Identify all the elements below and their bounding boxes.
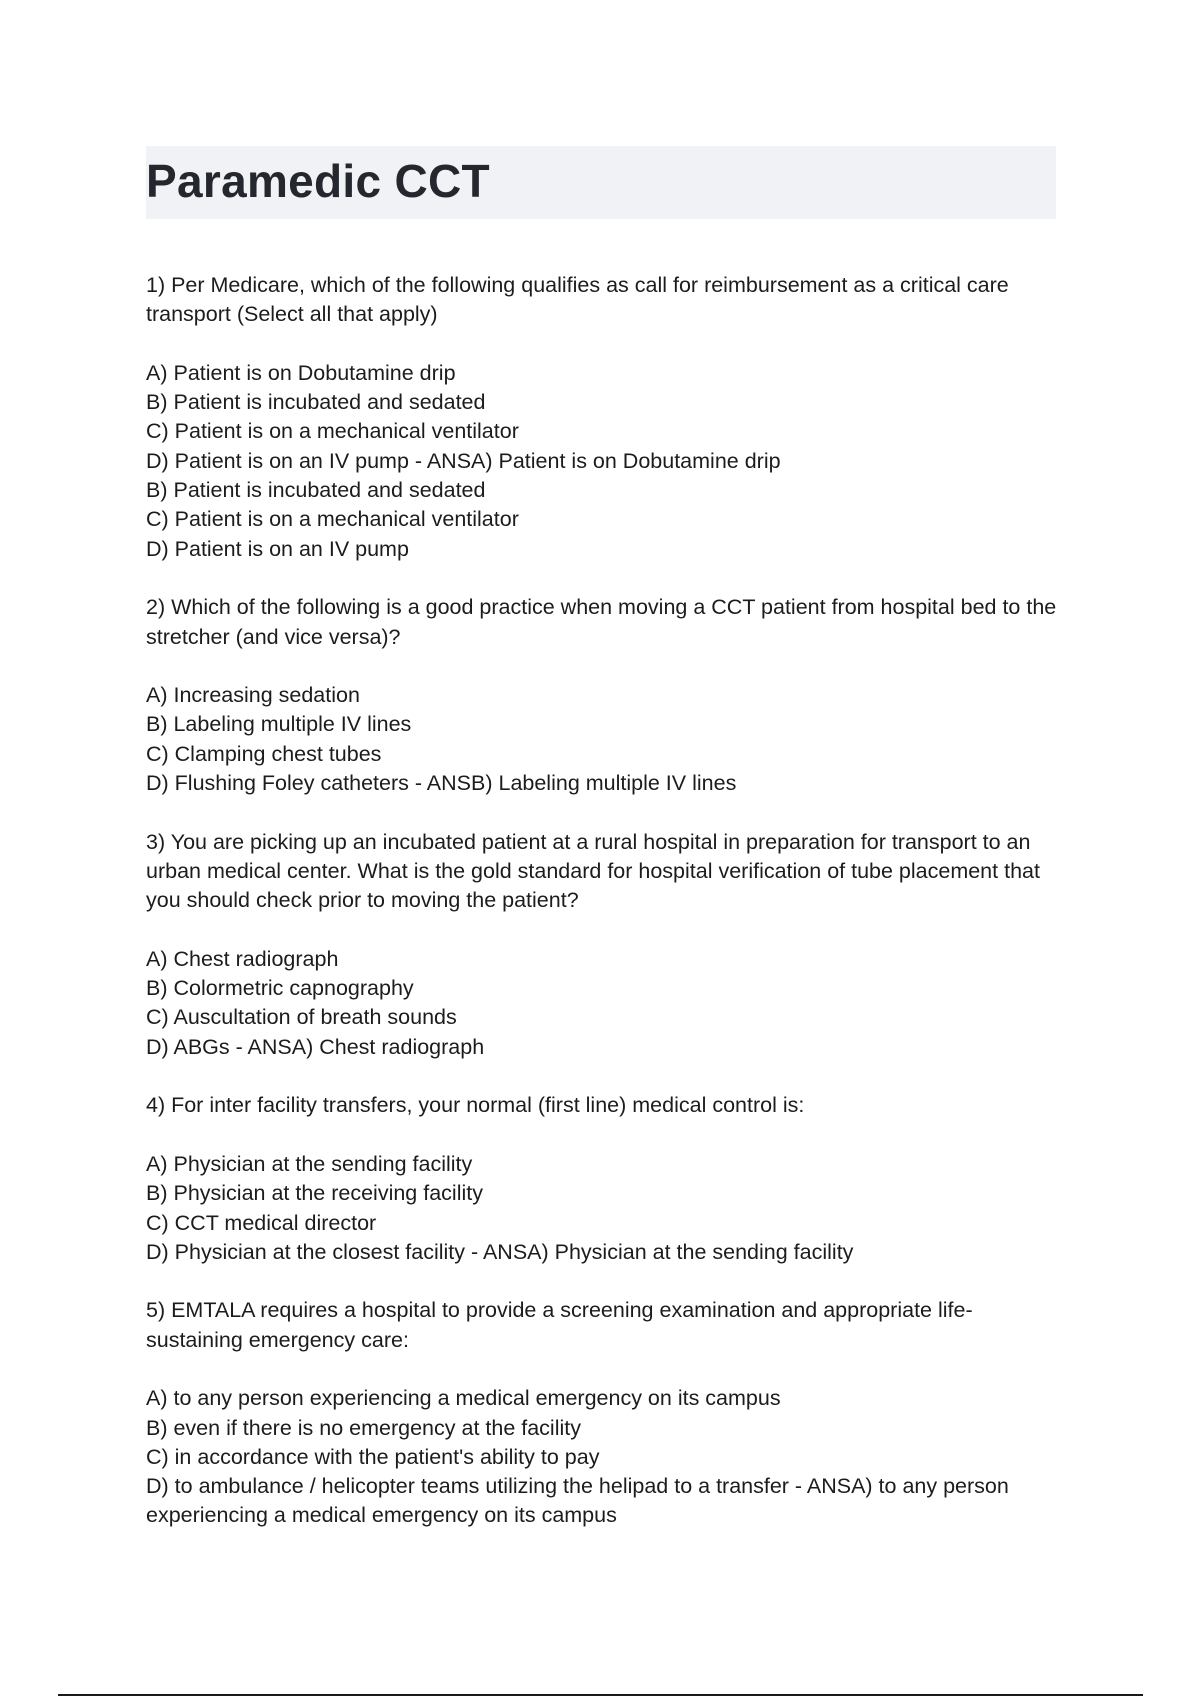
answer-option: C) Auscultation of breath sounds [146,1005,457,1030]
answer-option: D) Physician at the closest facility - ANSA) Physician at the sending facility [146,1239,854,1264]
answer-option: D) Patient is on an IV pump [146,536,409,561]
answer-option: B) Labeling multiple IV lines [146,712,412,737]
question-list [146,271,1066,1560]
answer-option: A) Increasing sedation [146,683,360,708]
question-prompt: 5) EMTALA requires a hospital to provide a screening examination and appropriate life-sustaining emergency care: [146,1298,973,1352]
page-footer-rule [58,1694,1143,1696]
answer-option: C) CCT medical director [146,1210,377,1235]
answer-option: C) Patient is on a mechanical ventilator [146,419,519,444]
answer-options [146,945,1066,1062]
question-prompt: 3) You are picking up an incubated patient at a rural hospital in preparation for transport to an urban medical center. What is the gold standard for hospital verification of tube placement that you should check prior to moving the patient? [146,829,1040,913]
answer-option: B) Patient is incubated and sedated [146,478,486,503]
answer-option: B) Physician at the receiving facility [146,1181,483,1206]
answer-option: C) in accordance with the patient's ability to pay [146,1444,600,1469]
question-2 [146,593,1066,798]
answer-options [146,1384,1066,1530]
answer-options [146,359,1066,564]
answer-option: A) Patient is on Dobutamine drip [146,360,456,385]
answer-option: C) Patient is on a mechanical ventilator [146,507,519,532]
question-3 [146,828,1066,1062]
question-4 [146,1091,1066,1267]
answer-options [146,1150,1066,1267]
answer-option: D) Flushing Foley catheters - ANSB) Labeling multiple IV lines [146,771,737,796]
answer-option: A) Chest radiograph [146,946,339,971]
question-prompt: 4) For inter facility transfers, your normal (first line) medical control is: [146,1093,805,1118]
answer-option: A) to any person experiencing a medical emergency on its campus [146,1386,781,1411]
question-5 [146,1296,1066,1530]
answer-options [146,681,1066,798]
answer-option: D) ABGs - ANSA) Chest radiograph [146,1034,485,1059]
answer-option: C) Clamping chest tubes [146,741,382,766]
answer-option: B) even if there is no emergency at the facility [146,1415,581,1440]
answer-option: D) Patient is on an IV pump - ANSA) Patient is on Dobutamine drip [146,448,781,473]
answer-option: B) Patient is incubated and sedated [146,390,486,415]
question-1 [146,271,1066,564]
question-prompt: 1) Per Medicare, which of the following qualifies as call for reimbursement as a critical care transport (Select all that apply) [146,273,1009,327]
title-banner [146,146,1056,219]
answer-option: D) to ambulance / helicopter teams utilizing the helipad to a transfer - ANSA) to any person experiencing a medical emergency on its campus [146,1474,1009,1528]
question-prompt: 2) Which of the following is a good practice when moving a CCT patient from hospital bed to the stretcher (and vice versa)? [146,595,1057,649]
answer-option: B) Colormetric capnography [146,976,414,1001]
answer-option: A) Physician at the sending facility [146,1151,473,1176]
page-title: Paramedic CCT [146,155,490,207]
